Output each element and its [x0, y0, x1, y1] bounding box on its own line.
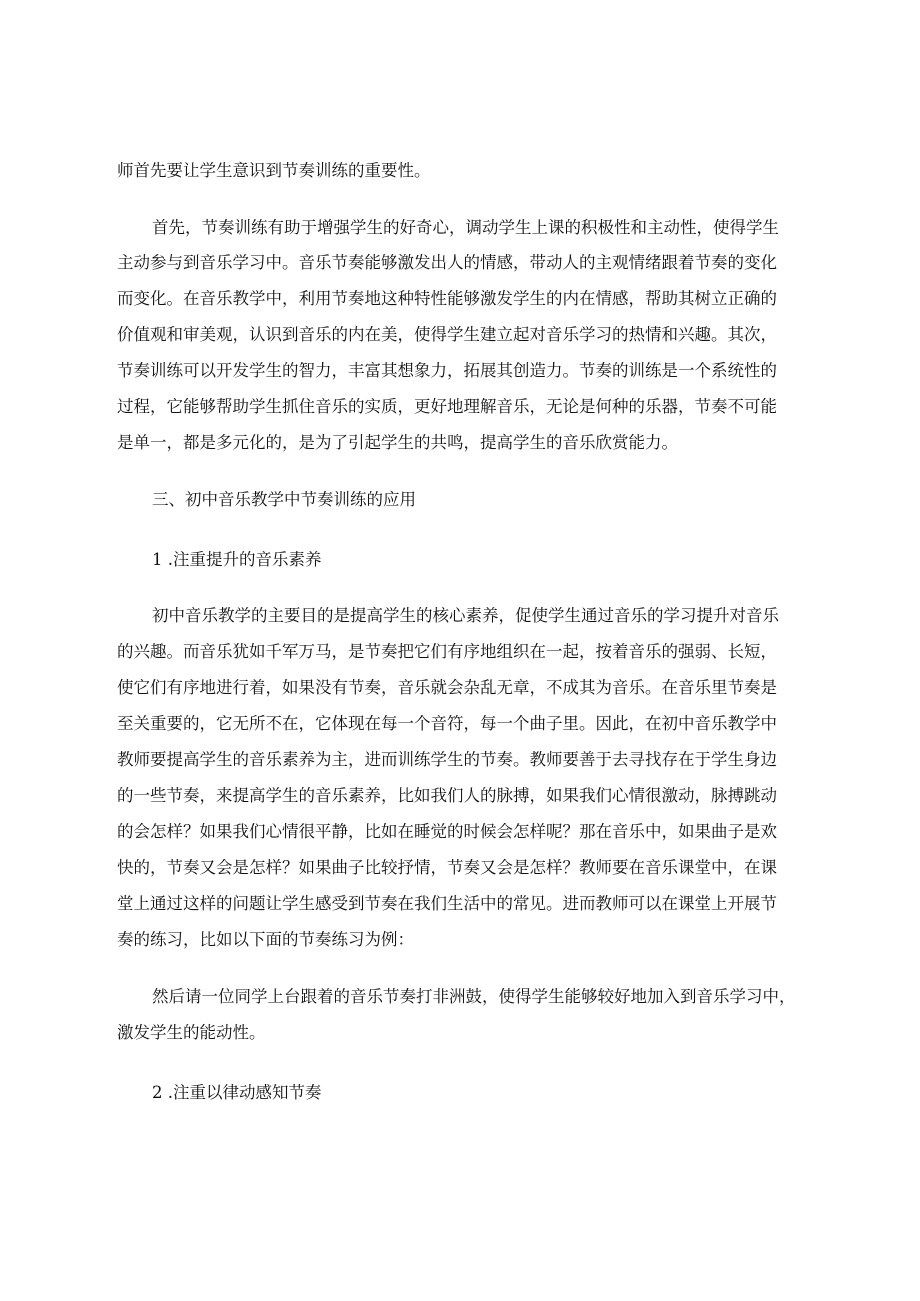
text-line: 而变化。在音乐教学中，利用节奏地这种特性能够激发学生的内在情感，帮助其树立正确的 — [117, 289, 777, 308]
section-heading: 三、初中音乐教学中节奏训练的应用 — [152, 490, 416, 509]
text-line: 教师要提高学生的音乐素养为主，进而训练学生的节奏。教师要善于去寻找存在于学生身边 — [117, 750, 777, 769]
text-line: 的一些节奏，来提高学生的音乐素养，比如我们人的脉搏，如果我们心情很激动，脉搏跳动 — [117, 786, 777, 805]
text-line: 至关重要的，它无所不在，它体现在每一个音符，每一个曲子里。因此，在初中音乐教学中 — [117, 714, 777, 733]
text-line: 快的，节奏又会是怎样？如果曲子比较抒情，节奏又会是怎样？教师要在音乐课堂中，在课 — [117, 858, 777, 877]
text-line: 堂上通过这样的问题让学生感受到节奏在我们生活中的常见。进而教师可以在课堂上开展节 — [117, 894, 777, 913]
text-line: 首先，节奏训练有助于增强学生的好奇心，调动学生上课的积极性和主动性，使得学生 — [152, 218, 779, 237]
text-line: 主动参与到音乐学习中。音乐节奏能够激发出人的情感，带动人的主观情绪跟着节奏的变化 — [117, 253, 777, 272]
subsection-heading: 2 .注重以律动感知节奏 — [152, 1083, 322, 1102]
text-line: 初中音乐教学的主要目的是提高学生的核心素养，促使学生通过音乐的学习提升对音乐 — [152, 606, 779, 625]
text-line: 的兴趣。而音乐犹如千军万马，是节奏把它们有序地组织在一起，按着音乐的强弱、长短， — [117, 642, 777, 661]
text-line: 过程，它能够帮助学生抓住音乐的实质，更好地理解音乐，无论是何种的乐器，节奏不可能 — [117, 397, 777, 416]
text-line: 节奏训练可以开发学生的智力，丰富其想象力，拓展其创造力。节奏的训练是一个系统性的 — [117, 361, 777, 380]
text-line: 价值观和审美观，认识到音乐的内在美，使得学生建立起对音乐学习的热情和兴趣。其次， — [117, 325, 777, 344]
text-line: 的会怎样？如果我们心情很平静，比如在睡觉的时候会怎样呢？那在音乐中，如果曲子是欢 — [117, 822, 777, 841]
text-line: 师首先要让学生意识到节奏训练的重要性。 — [117, 161, 431, 180]
text-line: 是单一，都是多元化的，是为了引起学生的共鸣，提高学生的音乐欣赏能力。 — [117, 433, 678, 452]
text-line: 激发学生的能动性。 — [117, 1023, 266, 1042]
text-line: 奏的练习，比如以下面的节奏练习为例： — [117, 930, 414, 949]
text-line: 然后请一位同学上台跟着的音乐节奏打非洲鼓，使得学生能够较好地加入到音乐学习中， — [152, 987, 796, 1006]
subsection-heading: 1 .注重提升的音乐素养 — [152, 550, 322, 569]
text-line: 使它们有序地进行着，如果没有节奏，音乐就会杂乱无章，不成其为音乐。在音乐里节奏是 — [117, 678, 777, 697]
